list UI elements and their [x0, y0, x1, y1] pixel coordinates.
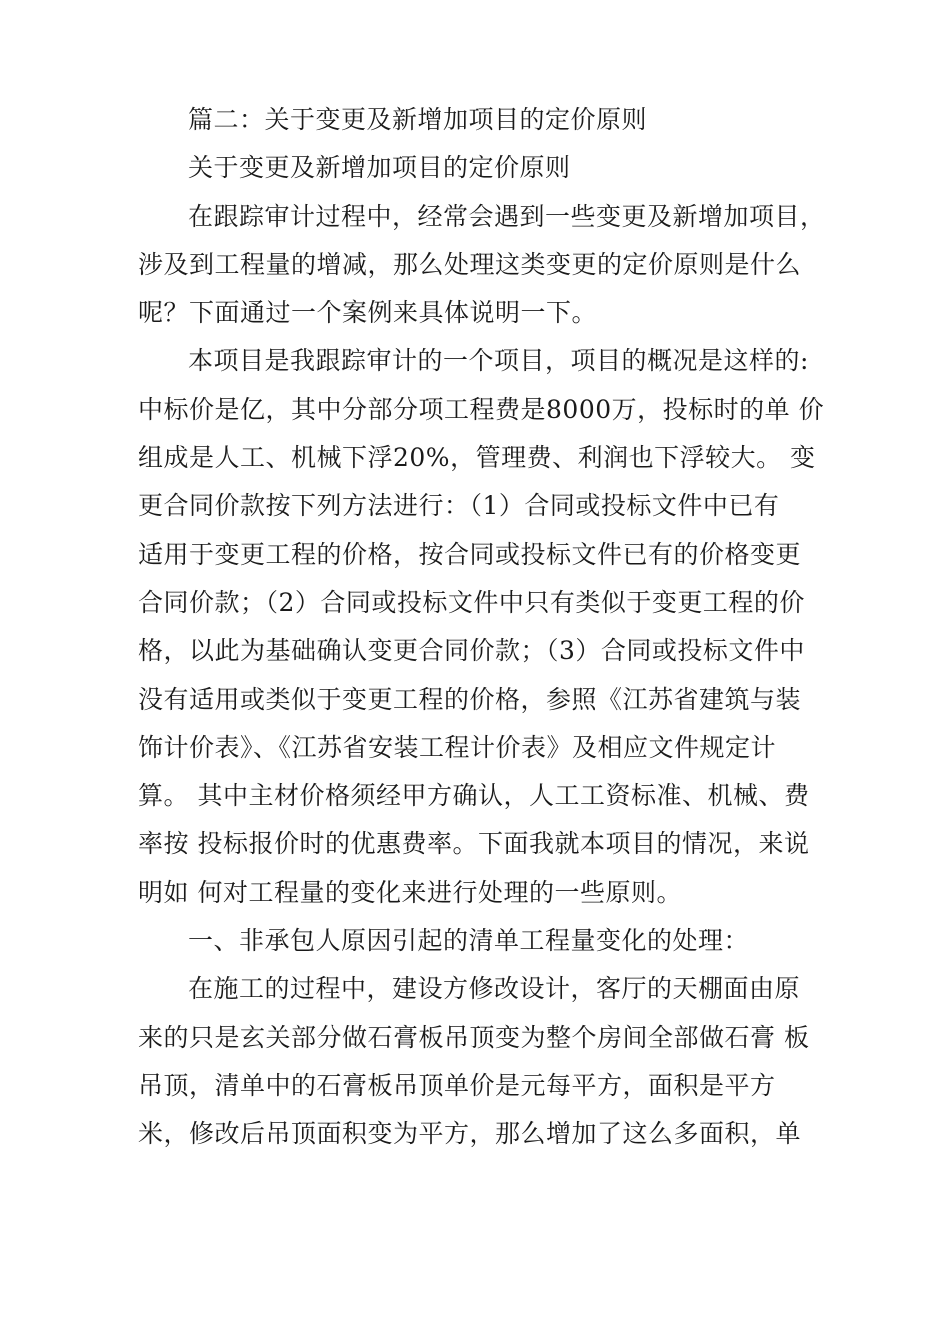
paragraph-line: 明如 何对工程量的变化来进行处理的一些原则。	[138, 877, 682, 907]
paragraph-line: 适用于变更工程的价格，按合同或投标文件已有的价格变更	[138, 539, 802, 569]
paragraph-line: 算。 其中主材价格须经甲方确认，人工工资标准、机械、费	[138, 781, 810, 811]
document-body	[138, 96, 830, 1159]
paragraph-line: 没有适用或类似于变更工程的价格，参照《江苏省建筑与装	[138, 684, 802, 714]
section-title: 一、非承包人原因引起的清单工程量变化的处理：	[188, 926, 750, 956]
paragraph-line: 涉及到工程量的增减，那么处理这类变更的定价原则是什么	[138, 249, 802, 279]
paragraph-line: 率按 投标报价时的优惠费率。下面我就本项目的情况，来说	[138, 829, 810, 859]
paragraph-line: 呢？下面通过一个案例来具体说明一下。	[138, 298, 598, 328]
paragraph-line: 来的只是玄关部分做石膏板吊顶变为整个房间全部做石膏 板	[138, 1022, 810, 1052]
paragraph-line: 组成是人工、机械下浮20%，管理费、利润也下浮较大。 变	[138, 443, 816, 473]
paragraph-project-overview	[138, 337, 830, 917]
paragraph-line: 更合同价款按下列方法进行：（1）合同或投标文件中已有	[138, 491, 780, 521]
paragraph-intro	[138, 193, 830, 338]
document-heading-primary: 篇二：关于变更及新增加项目的定价原则	[188, 105, 648, 134]
paragraph-line: 米，修改后吊顶面积变为平方，那么增加了这么多面积，单	[138, 1119, 802, 1149]
section-heading-one	[138, 917, 830, 965]
paragraph-line: 格，以此为基础确认变更合同价款；（3）合同或投标文件中	[138, 636, 805, 666]
paragraph-construction-change	[138, 965, 830, 1158]
paragraph-line: 吊顶，清单中的石膏板吊顶单价是元每平方，面积是平方	[138, 1070, 776, 1100]
paragraph-line: 合同价款；（2）合同或投标文件中只有类似于变更工程的价	[138, 587, 805, 617]
document-heading-secondary: 关于变更及新增加项目的定价原则	[188, 153, 571, 183]
paragraph-line: 在施工的过程中，建设方修改设计，客厅的天棚面由原	[188, 974, 801, 1004]
paragraph-line: 本项目是我跟踪审计的一个项目，项目的概况是这样的:	[188, 346, 809, 376]
paragraph-line: 中标价是亿，其中分部分项工程费是8000万，投标时的单 价	[138, 394, 825, 424]
paragraph-line: 饰计价表》、《江苏省安装工程计价表》及相应文件规定计	[138, 732, 777, 762]
paragraph-line: 在跟踪审计过程中，经常会遇到一些变更及新增加项目，	[188, 201, 826, 231]
